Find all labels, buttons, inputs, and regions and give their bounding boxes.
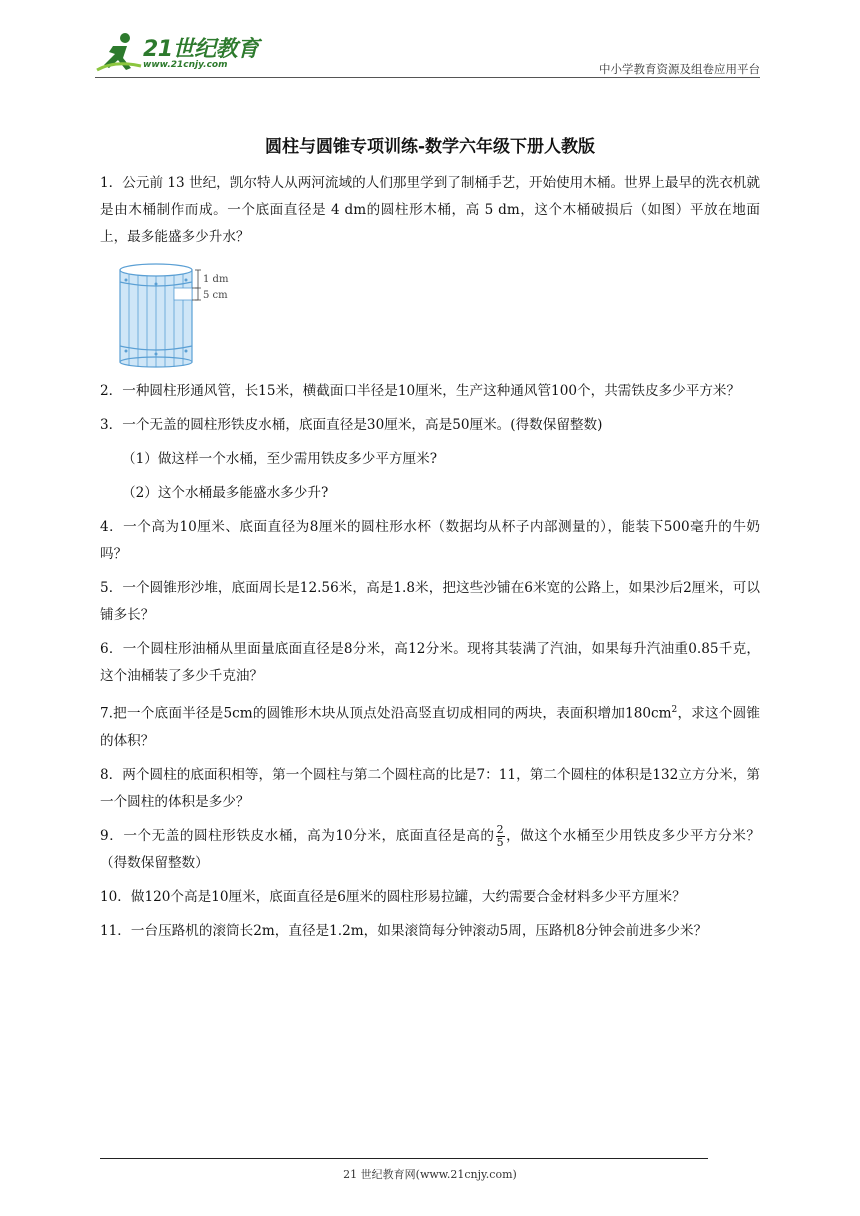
question-7-text: 7.把一个底面半径是5cm的圆锥形木块从顶点处沿高竖直切成相同的两块，表面积增加180cm (100, 705, 672, 722)
question-9 (100, 823, 760, 877)
logo (95, 30, 265, 78)
question-3-sub-1: （1）做这样一个水桶，至少需用铁皮多少平方厘米? (122, 451, 437, 467)
question-7: 7.把一个底面半径是5cm的圆锥形木块从顶点处沿高竖直切成相同的两块，表面积增加$180cm^2$，求这个圆锥的体积？ (100, 705, 760, 749)
fraction-numerator: 2 (496, 822, 504, 836)
footer-text: 21 世纪教育网(www.21cnjy.com) (343, 1168, 517, 1181)
question-8: 8．两个圆柱的底面积相等，第一个圆柱与第二个圆柱高的比是7：11，第二个圆柱的体积是132立方分米，第一个圆柱的体积是多少？ (100, 766, 760, 810)
question-4: 4．一个高为10厘米、底面直径为8厘米的圆柱形水杯（数据均从杯子内部测量的），能装下500毫升的牛奶吗？ (100, 519, 760, 562)
question-7-text-end: 求这个圆锥的体积？ (100, 705, 760, 749)
question-6: 6．一个圆柱形油桶从里面量底面直径是8分米，高12分米。现将其装满了汽油，如果每升汽油重0.85千克，这个油桶装了多少千克油？ (100, 641, 760, 684)
question-11: 11．一台压路机的滚筒长2m，直径是1.2m，如果滚筒每分钟滚动5周，压路机8分钟会前进多少米？ (100, 922, 708, 939)
question-7-exponent: 2 (671, 705, 678, 715)
question-2: 2．一种圆柱形通风管，长15米，横截面口半径是10厘米，生产这种通风管100个，共需铁皮多少平方米？ (100, 383, 741, 399)
question-9-text-end: ，做这个水桶至少用铁皮多少平方分米？（得数保留整数） (100, 827, 761, 871)
question-10: 10．做120个高是10厘米，底面直径是6厘米的圆柱形易拉罐，大约需要合金材料多少平方厘米？ (100, 888, 686, 905)
footer-divider (100, 1158, 708, 1159)
barrel-illustration-icon (112, 258, 252, 368)
label-1dm: 1 dm (203, 274, 229, 285)
question-1: 1．公元前 13 世纪，凯尔特人从两河流域的人们那里学到了制桶手艺，开始使用木桶。世界上最早的洗衣机就是由木桶制作而成。一个底面直径是 4 dm的圆柱形木桶，高 5 dm，这个木桶破损后（如图）平放在地面上，最多能盛多少升水？ (100, 175, 760, 245)
logo-text: 21世纪教育 (143, 37, 259, 62)
platform-name: 中小学教育资源及组卷应用平台 (599, 62, 760, 76)
runner-logo-icon (95, 30, 143, 76)
header-divider (95, 77, 760, 78)
question-list (100, 170, 760, 952)
logo-url: www.21cnjy.com (143, 60, 228, 70)
label-5cm: 5 cm (203, 290, 228, 301)
question-9-text: 9．一个无盖的圆柱形铁皮水桶，高为10分米，底面直径是高的 (100, 827, 495, 844)
page-title: 圆柱与圆锥专项训练-数学六年级下册人教版 (264, 137, 596, 157)
question-3: 3．一个无盖的圆柱形铁皮水桶，底面直径是30厘米，高是50厘米。(得数保留整数) (100, 417, 603, 433)
question-3-sub-2: （2）这个水桶最多能盛水多少升? (122, 485, 329, 501)
question-5: 5．一个圆锥形沙堆，底面周长是12.56米，高是1.8米，把这些沙铺在6米宽的公路上，如果沙后2厘米，可以铺多长？ (100, 580, 760, 623)
barrel-figure (112, 258, 252, 368)
fraction-denominator: 5 (496, 835, 504, 849)
page-header (95, 30, 760, 80)
fraction-2-5 (496, 824, 505, 849)
